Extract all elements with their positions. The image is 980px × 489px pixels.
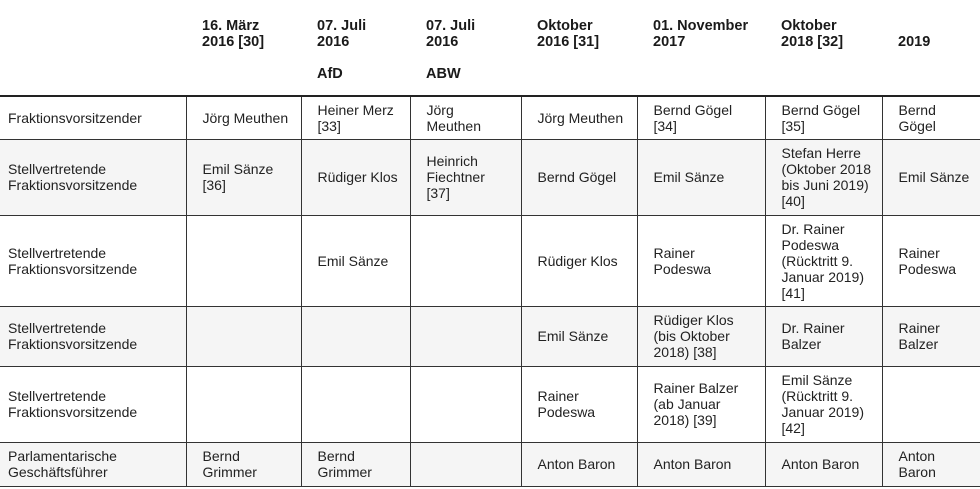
table-row	[0, 96, 980, 139]
table-cell	[186, 215, 301, 306]
table-cell: Bernd Grimmer	[301, 442, 410, 486]
table-cell: Rainer Balzer (ab Januar 2018) [39]	[637, 366, 765, 442]
table-cell	[301, 306, 410, 366]
header-cell-6: Oktober 2018 [32]	[781, 18, 844, 50]
header-cell-5: 01. November 2017	[653, 18, 749, 50]
table-cell: Emil Sänze	[882, 139, 980, 215]
table-cell: Jörg Meuthen	[521, 96, 637, 139]
table-cell: Anton Baron	[882, 442, 980, 486]
table-cell: Bernd Gögel	[882, 96, 980, 139]
table-cell: Anton Baron	[637, 442, 765, 486]
table-row	[0, 306, 980, 366]
header-cell-7: 2019	[898, 34, 931, 50]
table-cell: Emil Sänze	[301, 215, 410, 306]
header-cell-3: 07. Juli 2016 ABW	[410, 0, 521, 96]
role-cell: Stellvertretende Fraktionsvorsitzende	[0, 215, 186, 306]
role-cell: Stellvertretende Fraktionsvorsitzende	[0, 306, 186, 366]
table-cell: Bernd Grimmer	[186, 442, 301, 486]
table-cell: Rainer Balzer	[882, 306, 980, 366]
table-cell	[186, 366, 301, 442]
header-cell-0	[0, 0, 186, 96]
table-row	[0, 366, 980, 442]
table-cell	[410, 306, 521, 366]
table-cell: Rainer Podeswa	[882, 215, 980, 306]
table-cell: Emil Sänze (Rücktritt 9. Januar 2019) [42]	[765, 366, 882, 442]
table-cell	[301, 366, 410, 442]
table-cell: Anton Baron	[765, 442, 882, 486]
table-row	[0, 215, 980, 306]
table-cell: Rüdiger Klos (bis Oktober 2018) [38]	[637, 306, 765, 366]
header-row	[0, 0, 980, 96]
party-label-afd: AfD	[317, 66, 343, 82]
table-cell	[186, 306, 301, 366]
table-row	[0, 139, 980, 215]
party-label-abw: ABW	[426, 66, 461, 82]
table-cell: Anton Baron	[521, 442, 637, 486]
table-cell: Heinrich Fiechtner [37]	[410, 139, 521, 215]
header-cell-4: Oktober 2016 [31]	[537, 18, 600, 50]
table-cell	[882, 366, 980, 442]
table-cell: Dr. Rainer Podeswa (Rücktritt 9. Januar 2019) [41]	[765, 215, 882, 306]
table-cell: Stefan Herre (Oktober 2018 bis Juni 2019) [40]	[765, 139, 882, 215]
table-cell: Rüdiger Klos	[301, 139, 410, 215]
role-cell: Stellvertretende Fraktionsvorsitzende	[0, 139, 186, 215]
table-cell: Jörg Meuthen	[186, 96, 301, 139]
table-cell: Bernd Gögel [34]	[637, 96, 765, 139]
table-row	[0, 442, 980, 486]
table-cell: Rainer Podeswa	[637, 215, 765, 306]
table-cell: Rainer Podeswa	[521, 366, 637, 442]
table-cell: Bernd Gögel	[521, 139, 637, 215]
table-cell	[410, 215, 521, 306]
table-cell: Heiner Merz [33]	[301, 96, 410, 139]
table-cell	[410, 442, 521, 486]
role-cell: Fraktionsvorsitzender	[0, 96, 186, 139]
role-cell: Parlamentarische Geschäftsführer	[0, 442, 186, 486]
table-cell: Bernd Gögel [35]	[765, 96, 882, 139]
table-cell: Rüdiger Klos	[521, 215, 637, 306]
table-cell: Emil Sänze	[637, 139, 765, 215]
header-cell-1: 16. März 2016 [30]	[202, 18, 265, 50]
table-cell: Dr. Rainer Balzer	[765, 306, 882, 366]
header-cell-2: 07. Juli 2016 AfD	[301, 0, 410, 96]
table-cell: Emil Sänze [36]	[186, 139, 301, 215]
table-cell: Jörg Meuthen	[410, 96, 521, 139]
table-cell	[410, 366, 521, 442]
role-cell: Stellvertretende Fraktionsvorsitzende	[0, 366, 186, 442]
table-cell: Emil Sänze	[521, 306, 637, 366]
